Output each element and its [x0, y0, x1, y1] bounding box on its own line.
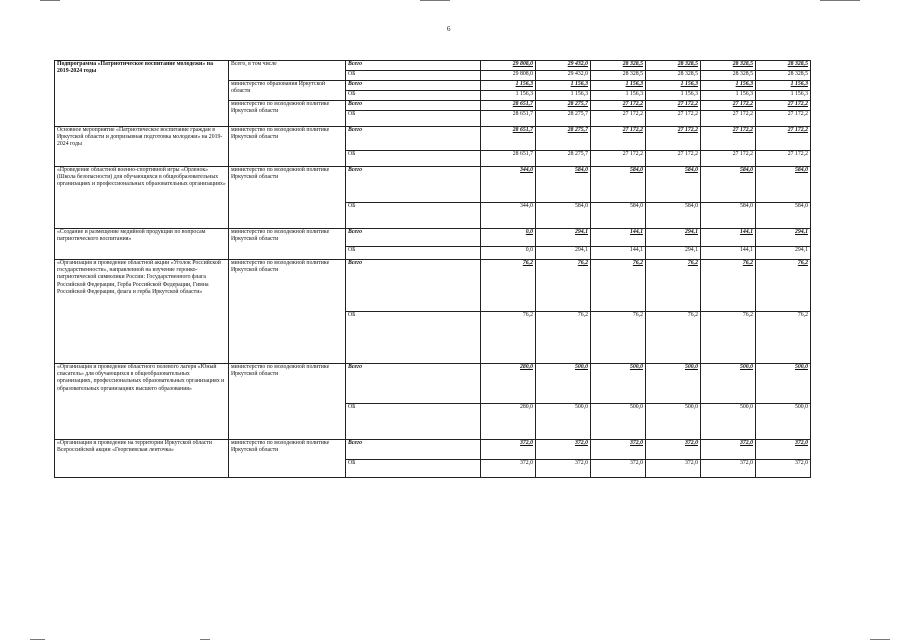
amount-cell: 1 156,3 — [591, 81, 646, 91]
amount-cell: 76,2 — [481, 260, 536, 312]
scan-edge-marks-top — [0, 0, 905, 4]
amount-cell: 584,0 — [756, 167, 811, 203]
amount-cell: 27 172,2 — [701, 101, 756, 111]
activity-description: «Организация и проведение областной акции «Уголок Российской государственности», направленной на изучение героико-патриотической символики России: Государственного флага Российской Федерации, Герба Российской Федерации, Гимна Российской Федерации, флага и герба Иркутской области» — [55, 260, 229, 364]
amount-cell: 372,0 — [646, 460, 701, 478]
amount-cell: 144,1 — [701, 229, 756, 247]
amount-cell: 1 156,3 — [756, 81, 811, 91]
amount-cell: 28 651,7 — [481, 111, 536, 127]
amount-cell: 28 651,7 — [481, 127, 536, 151]
table-row — [55, 167, 811, 203]
amount-cell: 28 328,5 — [756, 61, 811, 71]
funding-source-cell: ОБ — [346, 203, 481, 229]
amount-cell: 584,0 — [591, 167, 646, 203]
amount-cell: 27 172,2 — [591, 127, 646, 151]
amount-cell: 27 172,2 — [646, 127, 701, 151]
amount-cell: 294,1 — [536, 229, 591, 247]
amount-cell: 0,0 — [481, 229, 536, 247]
amount-cell: 76,2 — [536, 312, 591, 364]
amount-cell: 76,2 — [646, 312, 701, 364]
amount-cell: 584,0 — [646, 167, 701, 203]
amount-cell: 1 156,3 — [756, 91, 811, 101]
amount-cell: 28 328,5 — [591, 61, 646, 71]
amount-cell: 500,0 — [591, 404, 646, 440]
amount-cell: 1 156,3 — [481, 81, 536, 91]
amount-cell: 584,0 — [701, 203, 756, 229]
amount-cell: 1 156,3 — [536, 91, 591, 101]
amount-cell: 294,1 — [756, 247, 811, 260]
amount-cell: 27 172,2 — [756, 127, 811, 151]
funding-source-cell: ОБ — [346, 91, 481, 101]
executor-cell: министерство по молодежной политике Иркутской области — [229, 260, 346, 364]
amount-cell: 27 172,2 — [756, 151, 811, 167]
amount-cell: 584,0 — [701, 167, 756, 203]
amount-cell: 372,0 — [536, 440, 591, 460]
amount-cell: 372,0 — [591, 460, 646, 478]
amount-cell: 29 808,0 — [481, 71, 536, 81]
activity-description: «Организация и проведение на территории Иркутской области Всероссийской акции «Георгиевская ленточка» — [55, 440, 229, 478]
amount-cell: 76,2 — [536, 260, 591, 312]
activity-description: «Создание и размещение медийной продукции по вопросам патриотического воспитания» — [55, 229, 229, 260]
amount-cell: 76,2 — [756, 260, 811, 312]
amount-cell: 28 328,5 — [701, 71, 756, 81]
amount-cell: 500,0 — [701, 364, 756, 404]
executor-cell: министерство по молодежной политике Иркутской области — [229, 229, 346, 260]
budget-table — [54, 60, 811, 478]
executor-cell: министерство по молодежной политике Иркутской области — [229, 101, 346, 127]
amount-cell: 294,1 — [756, 229, 811, 247]
table-row — [55, 127, 811, 151]
amount-cell: 76,2 — [701, 312, 756, 364]
amount-cell: 27 172,2 — [701, 111, 756, 127]
amount-cell: 1 156,3 — [701, 81, 756, 91]
funding-source-cell: Всего — [346, 260, 481, 312]
amount-cell: 294,1 — [646, 247, 701, 260]
amount-cell: 500,0 — [646, 404, 701, 440]
amount-cell: 372,0 — [701, 460, 756, 478]
funding-source-cell: ОБ — [346, 71, 481, 81]
page-number: 6 — [447, 25, 451, 33]
amount-cell: 28 328,5 — [591, 71, 646, 81]
amount-cell: 29 432,0 — [536, 71, 591, 81]
amount-cell: 584,0 — [536, 167, 591, 203]
amount-cell: 1 156,3 — [481, 91, 536, 101]
amount-cell: 29 432,0 — [536, 61, 591, 71]
amount-cell: 344,0 — [481, 203, 536, 229]
amount-cell: 28 275,7 — [536, 111, 591, 127]
amount-cell: 27 172,2 — [646, 111, 701, 127]
amount-cell: 28 275,7 — [536, 101, 591, 111]
amount-cell: 28 651,7 — [481, 151, 536, 167]
activity-description: «Организация и проведение областного полевого лагеря «Юный спасатель» для обучающихся в общеобразовательных организациях, профессиональных образовательных организациях и образовательных организациях высшего образования» — [55, 364, 229, 440]
amount-cell: 500,0 — [591, 364, 646, 404]
amount-cell: 372,0 — [701, 440, 756, 460]
amount-cell: 500,0 — [646, 364, 701, 404]
amount-cell: 372,0 — [756, 460, 811, 478]
funding-source-cell: ОБ — [346, 404, 481, 440]
funding-source-cell: Всего — [346, 61, 481, 71]
funding-source-cell: Всего — [346, 440, 481, 460]
table-row — [55, 229, 811, 247]
amount-cell: 27 172,2 — [591, 101, 646, 111]
amount-cell: 584,0 — [536, 203, 591, 229]
executor-cell: министерство образования Иркутской области — [229, 81, 346, 101]
funding-source-cell: ОБ — [346, 312, 481, 364]
table-body — [55, 61, 811, 478]
amount-cell: 1 156,3 — [646, 91, 701, 101]
funding-source-cell: Всего — [346, 229, 481, 247]
amount-cell: 584,0 — [756, 203, 811, 229]
amount-cell: 1 156,3 — [536, 81, 591, 91]
amount-cell: 280,0 — [481, 404, 536, 440]
amount-cell: 372,0 — [536, 460, 591, 478]
amount-cell: 27 172,2 — [591, 111, 646, 127]
amount-cell: 76,2 — [701, 260, 756, 312]
funding-source-cell: Всего — [346, 81, 481, 91]
activity-description: «Проведение областной военно-спортивной игры «Орленок» (Школа безопасности) для обучающихся в общеобразовательных организациях и профессиональных образовательных организациях» — [55, 167, 229, 229]
activity-description: Подпрограмма «Патриотическое воспитание молодежи» на 2019-2024 годы — [55, 61, 229, 127]
amount-cell: 76,2 — [591, 260, 646, 312]
amount-cell: 372,0 — [481, 460, 536, 478]
amount-cell: 27 172,2 — [756, 101, 811, 111]
amount-cell: 28 275,7 — [536, 151, 591, 167]
amount-cell: 27 172,2 — [756, 111, 811, 127]
amount-cell: 372,0 — [591, 440, 646, 460]
funding-source-cell: ОБ — [346, 460, 481, 478]
amount-cell: 76,2 — [646, 260, 701, 312]
amount-cell: 500,0 — [536, 364, 591, 404]
amount-cell: 280,0 — [481, 364, 536, 404]
amount-cell: 344,0 — [481, 167, 536, 203]
amount-cell: 500,0 — [536, 404, 591, 440]
funding-source-cell: Всего — [346, 101, 481, 111]
amount-cell: 28 328,5 — [756, 71, 811, 81]
executor-cell: министерство по молодежной политике Иркутской области — [229, 127, 346, 167]
activity-description: Основное мероприятие «Патриотическое воспитание граждан в Иркутской области и допризывная подготовка молодежи» на 2019-2024 годы — [55, 127, 229, 167]
amount-cell: 27 172,2 — [701, 127, 756, 151]
table-row — [55, 260, 811, 312]
funding-source-cell: ОБ — [346, 247, 481, 260]
amount-cell: 28 328,5 — [646, 61, 701, 71]
amount-cell: 294,1 — [646, 229, 701, 247]
amount-cell: 500,0 — [701, 404, 756, 440]
executor-cell: министерство по молодежной политике Иркутской области — [229, 364, 346, 440]
amount-cell: 372,0 — [646, 440, 701, 460]
funding-source-cell: ОБ — [346, 151, 481, 167]
amount-cell: 144,1 — [591, 229, 646, 247]
amount-cell: 584,0 — [646, 203, 701, 229]
funding-source-cell: Всего — [346, 364, 481, 404]
amount-cell: 28 328,5 — [701, 61, 756, 71]
amount-cell: 294,1 — [536, 247, 591, 260]
amount-cell: 500,0 — [756, 404, 811, 440]
executor-cell: Всего, в том числе — [229, 61, 346, 81]
amount-cell: 28 651,7 — [481, 101, 536, 111]
amount-cell: 28 328,5 — [646, 71, 701, 81]
amount-cell: 144,1 — [701, 247, 756, 260]
executor-cell: министерство по молодежной политике Иркутской области — [229, 440, 346, 478]
amount-cell: 76,2 — [481, 312, 536, 364]
funding-source-cell: ОБ — [346, 111, 481, 127]
amount-cell: 1 156,3 — [701, 91, 756, 101]
amount-cell: 76,2 — [591, 312, 646, 364]
amount-cell: 372,0 — [481, 440, 536, 460]
amount-cell: 144,1 — [591, 247, 646, 260]
scan-edge-marks-bottom — [0, 636, 905, 640]
amount-cell: 27 172,2 — [646, 101, 701, 111]
funding-source-cell: Всего — [346, 127, 481, 151]
amount-cell: 28 275,7 — [536, 127, 591, 151]
amount-cell: 27 172,2 — [701, 151, 756, 167]
table-row — [55, 440, 811, 460]
amount-cell: 1 156,3 — [591, 91, 646, 101]
table-row — [55, 61, 811, 71]
table-row — [55, 364, 811, 404]
amount-cell: 76,2 — [756, 312, 811, 364]
amount-cell: 1 156,3 — [646, 81, 701, 91]
amount-cell: 0,0 — [481, 247, 536, 260]
amount-cell: 27 172,2 — [591, 151, 646, 167]
amount-cell: 584,0 — [591, 203, 646, 229]
amount-cell: 372,0 — [756, 440, 811, 460]
amount-cell: 500,0 — [756, 364, 811, 404]
amount-cell: 29 808,0 — [481, 61, 536, 71]
amount-cell: 27 172,2 — [646, 151, 701, 167]
funding-source-cell: Всего — [346, 167, 481, 203]
executor-cell: министерство по молодежной политике Иркутской области — [229, 167, 346, 229]
